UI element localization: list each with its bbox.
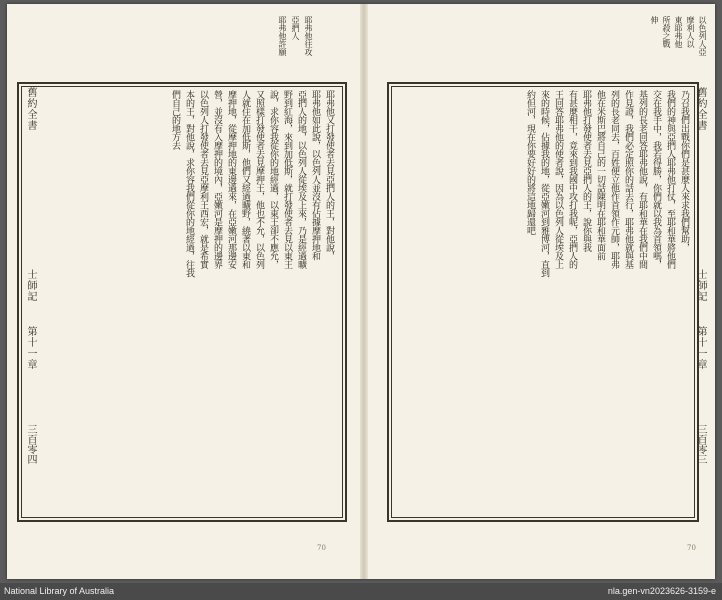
left-page <box>7 4 361 579</box>
text-column: 他在米斯巴將自己的一切話陳明在耶和華面前 <box>595 90 605 260</box>
text-column: 說，求你容我從你的地經過，以東王卻不應允， <box>268 90 278 269</box>
margin-note: 亞捫人 <box>291 16 300 40</box>
pencil-mark: 70 <box>317 544 326 552</box>
text-column: 又照樣打發使者去見摩押王，他也不允，以色列 <box>254 90 264 269</box>
text-column: 營，並沒有入摩押的境內，亞嫩河是摩押的邊界 <box>212 90 222 269</box>
right-chapter-label: 第十一章 <box>695 326 706 370</box>
text-column: 作見證，我們必定照你的話去行，耶弗他就與基 <box>623 90 633 269</box>
text-column: 列的長老同去，百姓便立他作首領作元帥，耶弗 <box>609 90 619 269</box>
text-column: 亞捫人的地，以色列人從埃及上來，乃是經過曠 <box>296 90 306 269</box>
item-identifier: nla.gen-vn2023626-3159-e <box>607 586 716 596</box>
text-column: 野到紅海，來到加低斯，就打發使者去見以東王 <box>282 90 292 269</box>
text-column: 本的王，對他說，求你容我們從你的地經過，往我 <box>184 90 194 277</box>
margin-note: 所殺之戰 <box>662 16 671 48</box>
right-page <box>367 4 715 579</box>
text-column: 耶弗他又打發使者去見亞捫人的王，對他說， <box>324 90 334 260</box>
text-column: 約但河，現在你要好好的將這地歸還吧 <box>525 90 535 235</box>
right-running-title: 舊約全書 <box>695 87 706 131</box>
right-text-frame <box>387 82 699 522</box>
text-column: 摩押地，從摩押地的東邊過來，在亞嫩河那邊安 <box>226 90 236 269</box>
margin-note: 耶弗他許願 <box>278 16 287 56</box>
text-column: 王回答耶弗他的使者說，因為以色列人從埃及上 <box>553 90 563 269</box>
text-column: 乃召我們出戰你們是甚麼人來求我們幫助， <box>679 90 689 252</box>
right-page-number: 三百零三 <box>695 424 706 464</box>
text-column: 我們的神與亞捫人耶弗他打仗，至耶和華將他們 <box>665 90 675 269</box>
left-text-frame <box>17 82 347 522</box>
margin-note: 以色列人亞 <box>698 16 707 56</box>
text-column: 耶弗他打發使者去見亞捫人的王，說你與我 <box>581 90 591 252</box>
right-book-name: 士師記 <box>695 269 706 302</box>
text-column: 以色列人打發使者去見亞摩利王西宏，就是希實 <box>198 90 208 269</box>
library-name: National Library of Australia <box>4 586 115 596</box>
text-column: 來的時候，佔據我的地，從亞嫩河到雅博河，直到 <box>539 90 549 277</box>
margin-note: 伸 <box>650 16 659 24</box>
left-book-name: 士師記 <box>25 269 36 302</box>
text-column: 基列的長老回答耶弗他說，有耶和華在我們中間 <box>637 90 647 269</box>
text-column: 交在我手中，我若得勝，你們就以我為首領嗎， <box>651 90 661 269</box>
margin-note: 耶弗他往攻 <box>304 16 313 56</box>
text-column: 耶弗他如此說，以色列人並沒有佔據摩押地和 <box>310 90 320 260</box>
text-column: 們自己的地方去 <box>170 90 180 150</box>
left-running-title: 舊約全書 <box>25 87 36 131</box>
book-spread <box>7 4 715 579</box>
margin-note: 摩利人以 <box>686 16 695 48</box>
text-column: 人就住在加低斯，他們又經過曠野，繞著以東和 <box>240 90 250 269</box>
text-column: 有甚麼相干，竟來到我國中攻打我呢，亞捫人的 <box>567 90 577 269</box>
pencil-mark: 70 <box>687 544 696 552</box>
library-footer-bar <box>0 583 722 600</box>
left-page-number: 三百零四 <box>25 424 36 464</box>
margin-note: 東耶弗他 <box>674 16 683 48</box>
left-chapter-label: 第十一章 <box>25 326 36 370</box>
